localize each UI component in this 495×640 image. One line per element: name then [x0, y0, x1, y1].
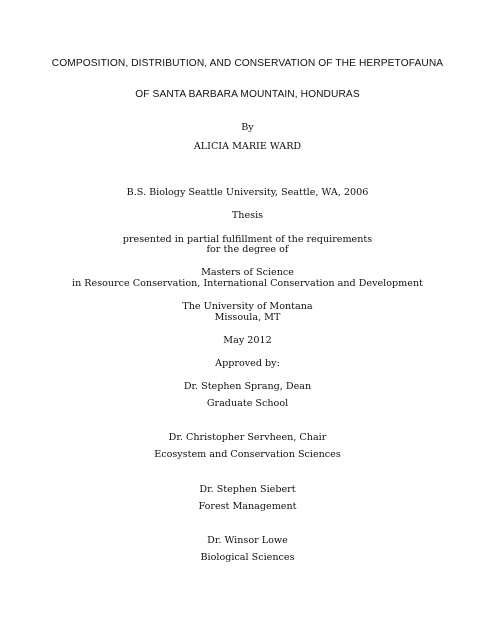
committee-member-name: Dr. Christopher Servheen, Chair [168, 432, 327, 443]
degree-name: Masters of Science [201, 267, 294, 278]
author-name: ALICIA MARIE WARD [193, 141, 302, 152]
fulfillment-line-1: presented in partial fulfillment of the requirements [122, 234, 373, 245]
prior-degree: B.S. Biology Seattle University, Seattle, WA, 2006 [126, 187, 369, 198]
committee-member-role: Graduate School [206, 398, 289, 409]
degree-program: in Resource Conservation, International Conservation and Development [72, 278, 423, 289]
committee-member-name: Dr. Stephen Siebert [199, 484, 296, 495]
thesis-title-line-2: OF SANTA BARBARA MOUNTAIN, HONDURAS [135, 89, 360, 100]
submission-date: May 2012 [223, 335, 272, 346]
institution-location: Missoula, MT [214, 312, 281, 323]
committee-member-name: Dr. Winsor Lowe [207, 535, 288, 546]
document-type: Thesis [231, 210, 264, 221]
committee-member-role: Forest Management [198, 501, 297, 512]
committee-member-role: Biological Sciences [200, 552, 295, 563]
committee-member-role: Ecosystem and Conservation Sciences [154, 449, 341, 460]
fulfillment-line-2: for the degree of [206, 244, 289, 255]
thesis-title-line-1: COMPOSITION, DISTRIBUTION, AND CONSERVATION OF THE HERPETOFAUNA [51, 58, 444, 69]
byline: By [241, 122, 254, 133]
committee-member-name: Dr. Stephen Sprang, Dean [183, 381, 312, 392]
approved-by-label: Approved by: [215, 358, 280, 369]
institution-name: The University of Montana [182, 301, 313, 312]
